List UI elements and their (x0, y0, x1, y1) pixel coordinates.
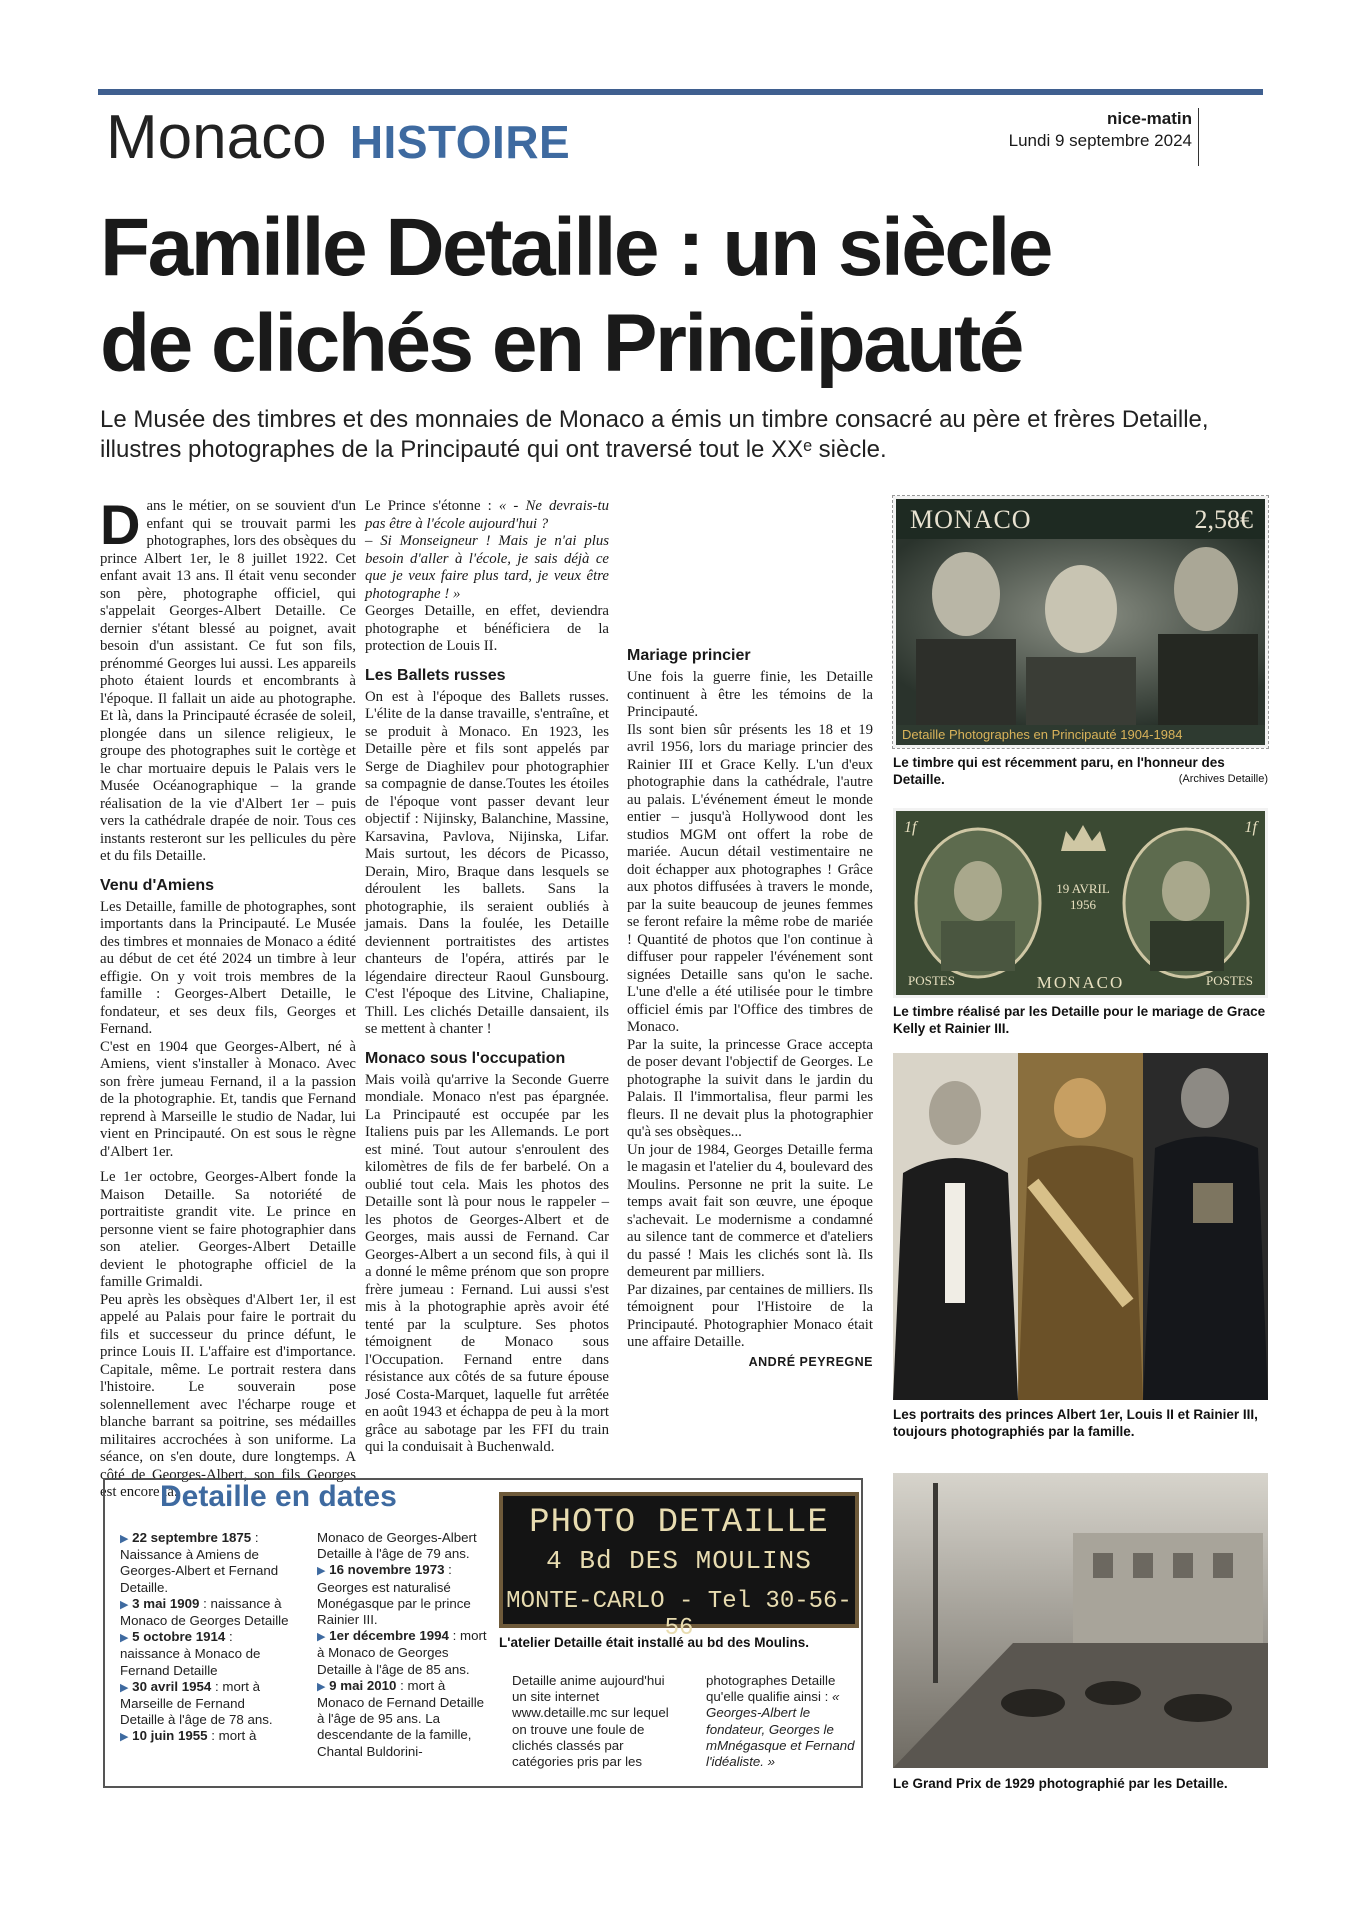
sign-line-1: PHOTO DETAILLE (529, 1504, 829, 1542)
bullet-icon: ▶ (120, 1598, 129, 1611)
date-text: : mort à Marseille de Fernand Detaille à l'âge de 78 ans. (120, 1678, 273, 1728)
wedding-stamp (893, 808, 1268, 998)
dropcap: D (100, 493, 141, 556)
paragraph: Georges Detaille, en effet, deviendra photographe et bénéficiera de la protection de Louis II. (365, 603, 609, 654)
date-entry (317, 1562, 487, 1628)
date-entry (120, 1728, 290, 1745)
stamp-country: MONACO (1036, 973, 1125, 992)
paragraph: Mais voilà qu'arrive la Seconde Guerre mondiale. Monaco n'est pas épargnée. La Principauté est occupée par les Italiens puis par les Allemands. Le port est miné. Tout autour s'enroulent des kilomètres de fils de fer barbelé. On a oublié tout cela. Mais les photos des Detaille sont là pour nous le rappeler – les photos de Georges-Albert et de Georges, mais aussi de Fernand. Car Georges-Albert a un second fils, à qui il a donné le même prénom que son propre frère jumeau : Fernand. Lui aussi s'est mis à la photographie après avoir été tenté par la sculpture. Ses photos témoignent de Monaco sous l'Occupation. Fernand entre dans résistance aux côtés de sa future épouse José Costa-Marquet, laquelle fut arrêtée en août 1943 et échappa de peu à la mort grâce au sabotage par les FFI du train qui la conduisait à Buchenwald. (365, 1071, 609, 1455)
article-column-1 (100, 493, 356, 1502)
paragraph: Ils sont bien sûr présents les 18 et 19 avril 1956, lors du mariage princier des Rainier III et Grace Kelly. L'un d'eux photographie dans la cathédrale, l'autre au palais. L'événement émeut le monde entier – jusqu'à Hollywood dont les studios MGM ont offert la robe de mariée. Aucun détail vestimentaire ne doit échapper aux photographes ! Grâce aux photos diffusées à travers le monde, par la suite beaucoup de jeunes femmes se feront refaire la même robe de mariée ! Quantité de photos que l'on continue à diffuser pour rappeler l'événement sont signées Detaille sans qu'on le sache. L'une d'elle a été utilisée pour le timbre officiel émis par l'Office des timbres de Monaco. (627, 721, 873, 1035)
date-text: photographes Detaille qu'elle qualifie ainsi : (706, 1673, 836, 1705)
dates-column-2 (317, 1530, 487, 1760)
headline-line-1: Famille Detaille : un siècle (100, 202, 1051, 293)
date-label: 5 octobre 1914 (132, 1629, 226, 1645)
bullet-icon: ▶ (317, 1680, 326, 1693)
stamp-postes-left: POSTES (908, 973, 955, 988)
headline (100, 200, 1280, 392)
stamp-postes-right: POSTES (1206, 973, 1253, 988)
portraits-illustration (893, 1053, 1268, 1400)
article-column-3 (627, 498, 873, 1371)
publication-info (1009, 108, 1192, 152)
stamp-footer (896, 973, 1265, 993)
bullet-icon: ▶ (120, 1731, 129, 1744)
sign-caption: L'atelier Detaille était installé au bd des Moulins. (499, 1635, 810, 1650)
subheading: Monaco sous l'occupation (365, 1049, 566, 1067)
paragraph: Le Prince s'étonne : (365, 498, 492, 514)
bullet-icon: ▶ (317, 1631, 326, 1644)
sign-line-3: MONTE-CARLO - Tel 30-56-56 (506, 1588, 852, 1642)
subheading: Les Ballets russes (365, 666, 506, 684)
headline-line-2: de clichés en Principauté (100, 298, 1022, 389)
dates-column-4 (706, 1673, 856, 1770)
stamp-band: Detaille Photographes en Principauté 1904-1984 (896, 725, 1265, 745)
paragraph: On est à l'époque des Ballets russes. L'élite de la danse travaille, s'entraîne, et se produit à Monaco. En 1923, les Detaille père et fils sont appelés par Serge de Diaghilev pour photographier sa compagnie de danse.Toutes les étoiles de l'époque vont passer devant leur objectif : Nijinsky, Balanchine, Massine, Karsavina, Pavlova, Nijinska, Lifar. Mais surtout, les décors de Picasso, Derain, Miro, Braque dans lesquels se déroulent les ballets. Sans la photographie, ils seraient oubliés à jamais. Dans la foulée, les Detaille deviennent portraitistes des artistes chanteurs de l'opéra, attirés par le légendaire directeur Raoul Gunsbourg. C'est l'époque des Litvine, Chaliapine, Thill. Les clichés Detaille dansaient, ils se mettent à chanter ! (365, 688, 609, 1037)
author-signature: ANDRÉ PEYREGNE (748, 1354, 873, 1369)
shop-sign-photo (499, 1492, 859, 1642)
paragraph: Le 1er octobre, Georges-Albert fonde la Maison Detaille. Sa notoriété de portraitiste grandit vite. Le prince en personne vient se faire photographier dans son atelier. Georges-Albert Detaille devient le photographe officiel de la famille Grimaldi. (100, 1169, 356, 1290)
paragraph: Une fois la guerre finie, les Detaille continuent à être les témoins de la Principauté. (627, 669, 873, 720)
date-entry (317, 1678, 487, 1760)
dates-title: Detaille en dates (160, 1480, 397, 1513)
stamp1-caption (893, 754, 1268, 788)
photo-credit: (Archives Detaille) (1178, 773, 1268, 785)
paragraph: C'est en 1904 que Georges-Albert, né à Amiens, vient s'installer à Monaco. Avec son frère jumeau Fernand, il a la passion de la photographie. Et, tandis que Fernand reprend à Marseille le studio de Nadar, lui vient en Principauté. On est sous le règne d'Albert 1er. (100, 1038, 356, 1160)
date-label: 10 juin 1955 (132, 1728, 208, 1744)
quote: « Georges-Albert le fondateur, Georges le mMnégasque et Fernand l'idéaliste. » (706, 1689, 855, 1770)
stamp-date-day: 19 AVRIL (1056, 881, 1110, 896)
sign-line-2: 4 Bd DES MOULINS (546, 1546, 812, 1576)
date-entry (120, 1629, 290, 1679)
paragraph: Les Detaille, famille de photographes, sont importants dans la Principauté. Le Musée des timbres et monnaies de Monaco a édité au début de cet été 2024 un timbre à leur effigie. On y voit trois membres de la famille : Georges-Albert Detaille, le fondateur, et ses deux fils, Georges et Fernand. (100, 898, 356, 1037)
header-rule (98, 89, 1263, 95)
stamp-value: 2,58€ (1194, 505, 1253, 534)
detaille-stamp (893, 496, 1268, 748)
date-entry (120, 1679, 290, 1729)
date-label: 3 mai 1909 (132, 1595, 200, 1611)
paragraph: Par la suite, la princesse Grace accepta de poser devant l'objectif de Georges. Le photographe la suivit dans le jardin du Palais. Il l'immortalisa, fleur parmi les fleurs. Il ne devait plus la photographier qu'à ses obsèques... (627, 1036, 873, 1140)
bullet-icon: ▶ (120, 1681, 129, 1694)
date-text: : Georges est naturalisé Monégasque par le prince Rainier III. (317, 1562, 471, 1628)
subheading: Mariage princier (627, 647, 751, 664)
date-label: 30 avril 1954 (132, 1678, 212, 1694)
section-name: Monaco (106, 103, 327, 172)
portraits-caption: Les portraits des princes Albert 1er, Louis II et Rainier III, toujours photographiés par la famille. (893, 1407, 1258, 1439)
date-entry-continued: Monaco de Georges-Albert Detaille à l'âge de 79 ans. (317, 1530, 477, 1562)
date-label: 1er décembre 1994 (329, 1628, 449, 1644)
dates-column-1 (120, 1530, 290, 1746)
bullet-icon: ▶ (120, 1632, 129, 1645)
stamp-country: MONACO (910, 505, 1032, 534)
stamp-portraits-illustration (896, 499, 1268, 748)
grand-prix-photo (893, 1473, 1268, 1768)
princes-portraits-photo (893, 1053, 1268, 1400)
quote: – Si Monseigneur ! Mais je n'ai plus besoin d'aller à l'école, je sais déjà ce que je veux faire plus tard, je veux être photographe ! » (365, 533, 609, 602)
date-text: : mort à (207, 1728, 257, 1744)
publication-date: Lundi 9 septembre 2024 (1008, 131, 1192, 150)
date-label: 16 novembre 1973 (329, 1562, 445, 1578)
paragraph: Un jour de 1984, Georges Detaille ferma le magasin et l'atelier du 4, boulevard des Moulins. Personne ne prit la suite. Le temps avait fait son œuvre, une époque s'achevait. Le modernisme a condamné au silence tant de commerce et d'ateliers du passé ! Mais les clichés sont là. Ils demeurent par milliers. (627, 1141, 873, 1280)
stamp2-caption: Le timbre réalisé par les Detaille pour le mariage de Grace Kelly et Rainier III. (893, 1004, 1266, 1036)
standfirst: Le Musée des timbres et des monnaies de Monaco a émis un timbre consacré au père et frères Detaille, illustres photographes de la Principauté qui ont traversé tout le XXᵉ siècle. (100, 406, 1209, 463)
stamp-date (1056, 881, 1110, 913)
date-entry (317, 1628, 487, 1678)
paragraph: Par dizaines, par centaines de milliers. Ils témoignent pour l'Histoire de la Principauté. Photographier Monaco était une affaire Detaille. (627, 1281, 873, 1350)
date-entry (120, 1596, 290, 1629)
bullet-icon: ▶ (120, 1533, 129, 1545)
quote: « - Ne devrais-tu pas être à l'école aujourd'hui ? (365, 498, 609, 532)
paragraph: ans le métier, on se souvient d'un enfant qui se trouvait parmi les photographes, lors des obsèques du prince Albert 1er, le 8 juillet 1922. Cet enfant avait 13 ans. Il était venu seconder son père, photographe officiel, qui s'appelait Georges-Albert Detaille. Ce dernier s'étant blessé au poignet, avait besoin d'un assistant. Ce fut son fils, prénommé Georges lui aussi. Les appareils photo étaient lourds et encombrants à l'époque. Il fallait un aide au photographe. Et là, dans la Principauté écrasée de soleil, plongée dans un silence religieux, le groupe des photographes suit le cortège et le char mortuaire depuis le Palais vers le Musée Océanographique – la grande réalisation de la vie d'Albert 1er – puis vers la cathédrale drapée de noir. Tous ces instants resteront sur les pellicules du père et du fils Detaille. (100, 498, 356, 864)
stamp-value-left: 1f (904, 819, 917, 836)
grand-prix-illustration (893, 1473, 1268, 1768)
date-text: : Naissance à Amiens de Georges-Albert et Fernand Detaille. (120, 1530, 279, 1595)
grand-prix-caption: Le Grand Prix de 1929 photographié par les Detaille. (893, 1776, 1228, 1791)
date-entry (120, 1530, 290, 1596)
stamp-value-right: 1f (1244, 819, 1257, 836)
date-text: : naissance à Monaco de Fernand Detaille (120, 1629, 261, 1678)
date-label: 22 septembre 1875 (132, 1530, 252, 1545)
date-label: 9 mai 2010 (329, 1677, 397, 1693)
dates-column-3: Detaille anime aujourd'hui un site internet www.detaille.mc sur lequel on trouve une foule de clichés classés par catégories pris par les (512, 1673, 669, 1770)
publication-name: nice-matin (1106, 109, 1192, 128)
subheading: Venu d'Amiens (100, 876, 215, 894)
date-text: : mort à Monaco de Fernand Detaille à l'âge de 95 ans. La descendante de la famille, Chantal Buldorini- (317, 1677, 485, 1759)
date-text: : naissance à Monaco de Georges Detaille (120, 1595, 289, 1629)
stamp-date-year: 1956 (1070, 897, 1096, 912)
date-text: : mort à Monaco de Georges Detaille à l'âge de 85 ans. (317, 1628, 487, 1677)
caption-text: Le timbre qui est récemment paru, en l'honneur des Detaille. (893, 755, 1225, 787)
section-rubric: HISTOIRE (349, 116, 571, 168)
publication-rule (1198, 108, 1199, 166)
article-column-2 (365, 498, 609, 1457)
paragraph: Peu après les obsèques d'Albert 1er, il est appelé au Palais pour faire le portrait du fils et successeur du prince défunt, le prince Louis II. L'affaire est d'importance. Capitale, même. Le portrait restera dans l'histoire. Le souverain pose solennellement avec l'écharpe rouge et blanche barrant sa poitrine, ses médailles militaires accrochées à son uniforme. La séance, on s'en doute, dure longtemps. A côté de Georges-Albert, son fils Georges est encore là. (100, 1291, 356, 1500)
section-title (106, 103, 571, 174)
bullet-icon: ▶ (317, 1565, 326, 1578)
